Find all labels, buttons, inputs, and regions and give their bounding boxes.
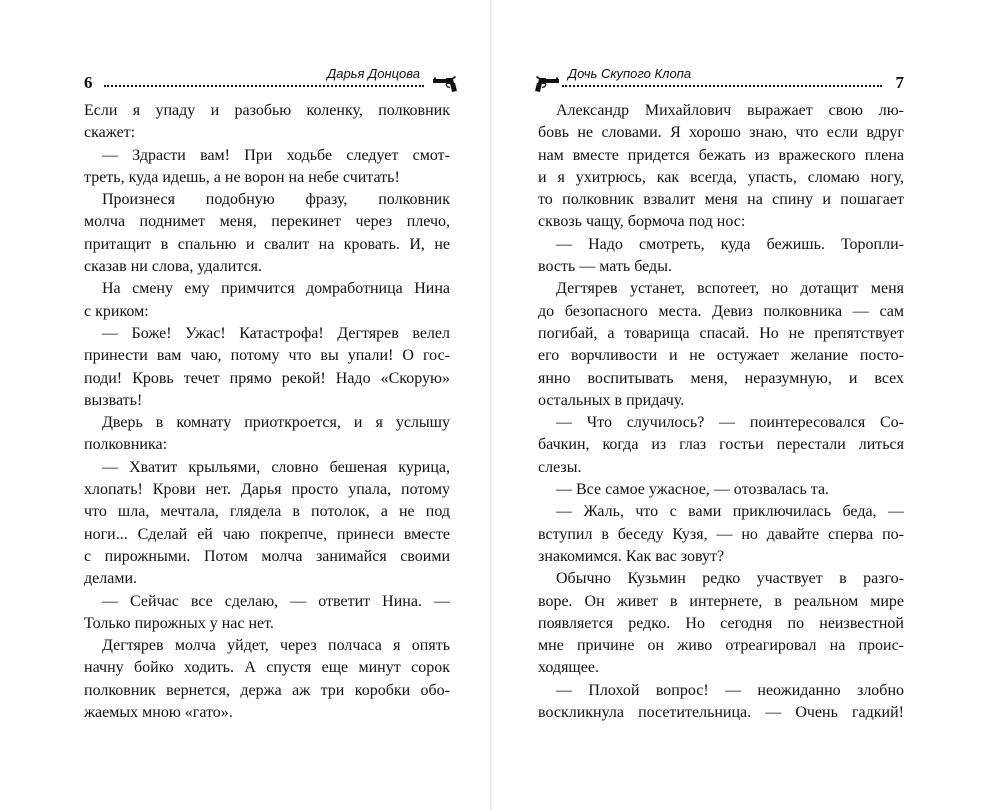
text-line: вступил в беседу Кузя, — но давайте сперва по- <box>538 525 904 543</box>
text-line: делами. <box>84 570 138 588</box>
left-page <box>84 0 450 810</box>
text-line: притащит в спальню и свалит на кровать. И, не <box>84 235 450 253</box>
revolver-icon <box>432 75 458 93</box>
text-line: — Хватит крыльями, словно бешеная курица, <box>102 458 450 476</box>
text-line: Произнеся подобную фразу, полковник <box>102 191 450 209</box>
text-line: жаемых мною «гато». <box>84 704 233 722</box>
text-line: полковник вернется, держа аж три коробки обо- <box>84 681 450 699</box>
right-page-text <box>538 100 904 724</box>
right-page-number: 7 <box>895 73 904 92</box>
text-line: бовь не словами. Я хорошо знаю, что если вдруг <box>538 124 904 142</box>
text-line: с криком: <box>84 302 149 320</box>
text-line: ходящее. <box>538 659 599 677</box>
text-line: Если я упаду и разобью коленку, полковник <box>84 102 450 119</box>
left-page-number: 6 <box>84 73 93 92</box>
text-line: ноги... Сделай ей чаю покрепче, принеси вместе <box>84 525 450 543</box>
book-gutter <box>490 0 492 810</box>
text-line: На смену ему примчится домработница Нина <box>102 280 450 298</box>
text-line: Александр Михайлович выражает свою лю- <box>556 102 904 119</box>
left-running-title: Дарья Донцова <box>327 66 420 81</box>
text-line: начну бойко ходить. А спустя еще минут сорок <box>84 659 450 677</box>
revolver-icon <box>534 75 560 93</box>
text-line: — Что случилось? — поинтересовался Со- <box>556 414 904 432</box>
text-line: до безопасного места. Девиз полковника — сам <box>538 302 904 320</box>
text-line: Только пирожных у нас нет. <box>84 614 274 632</box>
text-line: янно воспитывать меня, неразумную, и всех <box>538 369 904 387</box>
text-line: воре. Он живет в интернете, в реальном мире <box>538 592 904 610</box>
text-line: — Плохой вопрос! — неожиданно злобно <box>556 681 904 699</box>
text-line: Дегтярев молча уйдет, через полчаса я опять <box>102 637 450 655</box>
text-line: Обычно Кузьмин редко участвует в разго- <box>556 570 904 588</box>
text-line: принести вам чаю, потому что вы упали! О гос- <box>84 347 450 365</box>
text-line: остальных в придачу. <box>538 391 685 409</box>
text-line: полковника: <box>84 436 168 454</box>
text-line: что шла, мечтала, глядела в потолок, а не под <box>84 503 450 521</box>
text-line: молча поднимет меня, перекинет через плечо, <box>84 213 450 231</box>
text-line: треть, куда идешь, а не ворон на небе считать! <box>84 168 400 186</box>
text-line: вость — мать беды. <box>538 258 672 276</box>
right-page-header <box>538 66 904 96</box>
text-line: — Боже! Ужас! Катастрофа! Дегтярев велел <box>102 324 450 342</box>
text-line: — Надо смотреть, куда бежишь. Торопли- <box>556 235 904 253</box>
right-running-title: Дочь Скупого Клопа <box>568 66 692 81</box>
text-line: Дверь в комнату приоткроется, и я услышу <box>102 414 450 432</box>
text-line: погибай, а товарища спасай. Но не препятствует <box>538 324 904 342</box>
text-line: знакомимся. Как вас зовут? <box>538 547 725 565</box>
text-line: его ворчливости и не остужает желание посто- <box>538 347 904 365</box>
left-page-header <box>84 66 450 96</box>
text-line: появляется редко. Но сегодня по неизвестной <box>538 614 904 632</box>
text-line: — Жаль, что с вами приключилась беда, — <box>556 503 904 521</box>
text-line: — Сейчас все сделаю, — ответит Нина. — <box>102 592 450 610</box>
text-line: бачкин, когда из глаз гостьи перестали литься <box>538 436 904 454</box>
text-line: с пирожными. Потом молча занимайся своими <box>84 547 450 565</box>
text-line: и я ухитрюсь, как всегда, упасть, сломаю ногу, <box>538 168 904 186</box>
text-line: слезы. <box>538 458 582 476</box>
text-line: сказав ни слова, удалится. <box>84 258 262 276</box>
text-line: то полковник взвалит меня на спину и пошагает <box>538 191 904 209</box>
text-line: — Все самое ужасное, — отозвалась та. <box>556 481 830 499</box>
right-page <box>538 0 904 810</box>
text-line: нам вместе придется бежать из вражеского плена <box>538 146 904 164</box>
text-line: сквозь чащу, бормоча под нос: <box>538 213 746 231</box>
left-page-text <box>84 100 450 724</box>
right-header-dotted-leader <box>562 85 882 87</box>
text-line: Дегтярев устанет, вспотеет, но дотащит меня <box>556 280 904 298</box>
text-line: поди! Кровь течет прямо рекой! Надо «Скорую» <box>84 369 450 387</box>
text-line: хлопать! Крови нет. Дарья просто упала, потому <box>84 481 450 499</box>
left-header-dotted-leader <box>104 85 424 87</box>
text-line: мне причине он живо отреагировал на проис- <box>538 637 904 655</box>
text-line: скажет: <box>84 124 136 142</box>
text-line: — Здрасти вам! При ходьбе следует смот- <box>102 146 450 164</box>
text-line: вызвать! <box>84 391 143 409</box>
text-line: воскликнула посетительница. — Очень гадкий! <box>538 704 904 722</box>
